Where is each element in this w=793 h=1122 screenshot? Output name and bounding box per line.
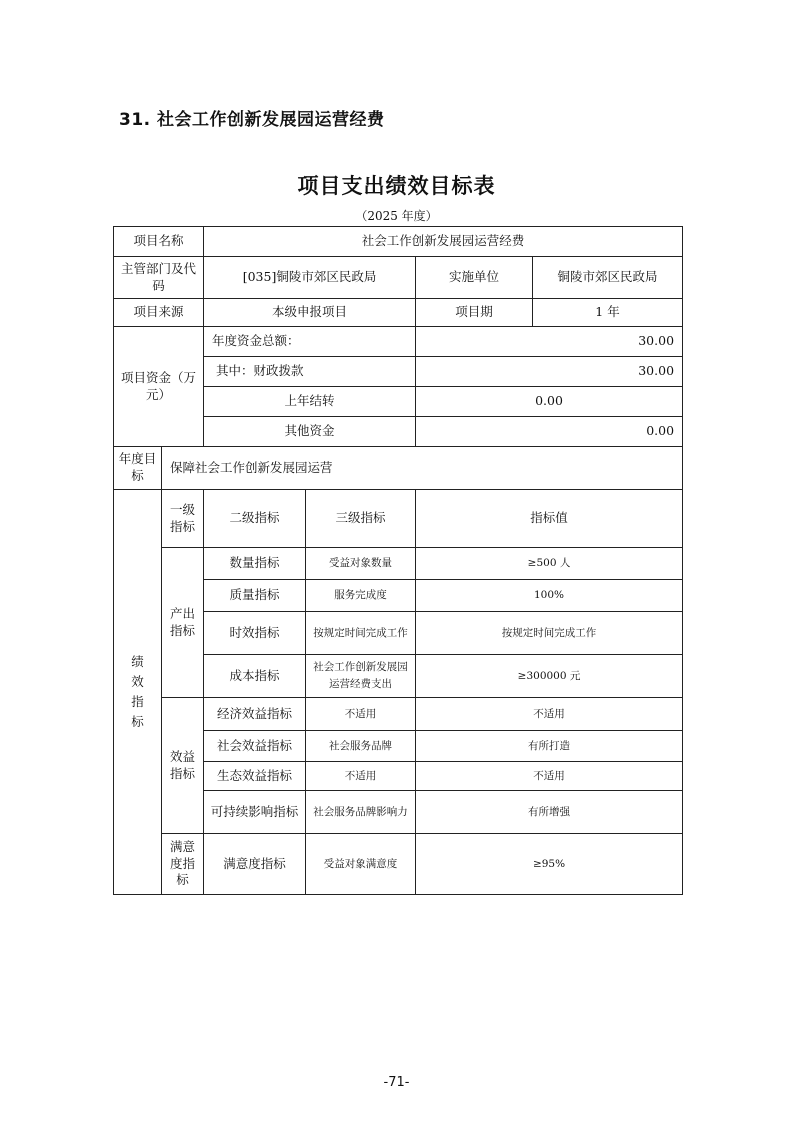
indicator-value: ≥95%	[416, 834, 683, 895]
year-note: （2025 年度）	[355, 209, 438, 223]
label-carryover: 上年结转	[204, 387, 416, 417]
value-period: 1 年	[533, 299, 683, 327]
row-dept	[114, 257, 683, 299]
indicator-value: ≥300000 元	[416, 655, 683, 698]
row-indicator-header	[114, 490, 683, 548]
group-benefit: 效益指标	[162, 698, 204, 834]
value-project-name: 社会工作创新发展园运营经费	[204, 227, 683, 257]
section-heading: 31. 社会工作创新发展园运营经费	[119, 110, 385, 130]
indicator-value: 按规定时间完成工作	[416, 612, 683, 655]
indicator-level3: 社会服务品牌	[306, 731, 416, 762]
indicator-level2: 质量指标	[204, 580, 306, 612]
indicator-level2: 时效指标	[204, 612, 306, 655]
indicator-value: 不适用	[416, 698, 683, 731]
indicator-value: 有所打造	[416, 731, 683, 762]
indicator-level3: 不适用	[306, 762, 416, 791]
value-annual-total: 30.00	[416, 327, 683, 357]
value-dept: [035]铜陵市郊区民政局	[204, 257, 416, 299]
performance-target-table	[113, 226, 683, 895]
indicator-value: ≥500 人	[416, 548, 683, 580]
indicator-level2: 满意度指标	[204, 834, 306, 895]
value-impl-unit: 铜陵市郊区民政局	[533, 257, 683, 299]
indicator-level3: 按规定时间完成工作	[306, 612, 416, 655]
group-satisfaction: 满意度指标	[162, 834, 204, 895]
header-level1: 一级指标	[162, 490, 204, 548]
indicator-value: 100%	[416, 580, 683, 612]
indicator-level2: 成本指标	[204, 655, 306, 698]
page-number: -71-	[383, 1075, 410, 1090]
indicator-level2: 数量指标	[204, 548, 306, 580]
value-carryover: 0.00	[416, 387, 683, 417]
row-project-name	[114, 227, 683, 257]
label-other: 其他资金	[204, 417, 416, 447]
indicator-level2: 经济效益指标	[204, 698, 306, 731]
label-dept: 主管部门及代码	[114, 257, 204, 299]
label-project-name: 项目名称	[114, 227, 204, 257]
value-annual-goal: 保障社会工作创新发展园运营	[162, 447, 683, 490]
label-perf-indicators-text: 绩 效 指 标	[131, 654, 144, 729]
value-fiscal: 30.00	[416, 357, 683, 387]
table-title: 项目支出绩效目标表	[297, 174, 496, 198]
header-level2: 二级指标	[204, 490, 306, 548]
indicator-level3: 服务完成度	[306, 580, 416, 612]
indicator-value: 不适用	[416, 762, 683, 791]
row-source	[114, 299, 683, 327]
indicator-level3: 社会工作创新发展园运营经费支出	[306, 655, 416, 698]
indicator-level2: 社会效益指标	[204, 731, 306, 762]
row-annual-goal	[114, 447, 683, 490]
group-output: 产出指标	[162, 548, 204, 698]
indicator-level3: 社会服务品牌影响力	[306, 791, 416, 834]
label-period: 项目期	[416, 299, 533, 327]
indicator-row	[114, 834, 683, 895]
label-source: 项目来源	[114, 299, 204, 327]
value-source: 本级申报项目	[204, 299, 416, 327]
indicator-level3: 受益对象数量	[306, 548, 416, 580]
label-funds: 项目资金（万元）	[114, 327, 204, 447]
value-other: 0.00	[416, 417, 683, 447]
indicator-row	[114, 698, 683, 731]
header-value: 指标值	[416, 490, 683, 548]
indicator-value: 有所增强	[416, 791, 683, 834]
label-annual-total: 年度资金总额：	[204, 327, 416, 357]
label-fiscal: 其中：财政拨款	[204, 357, 416, 387]
indicator-level3: 受益对象满意度	[306, 834, 416, 895]
label-impl-unit: 实施单位	[416, 257, 533, 299]
row-annual-total	[114, 327, 683, 357]
label-perf-indicators	[114, 490, 162, 895]
header-level3: 三级指标	[306, 490, 416, 548]
indicator-level2: 可持续影响指标	[204, 791, 306, 834]
indicator-row	[114, 548, 683, 580]
label-annual-goal: 年度目标	[114, 447, 162, 490]
indicator-level3: 不适用	[306, 698, 416, 731]
indicator-level2: 生态效益指标	[204, 762, 306, 791]
